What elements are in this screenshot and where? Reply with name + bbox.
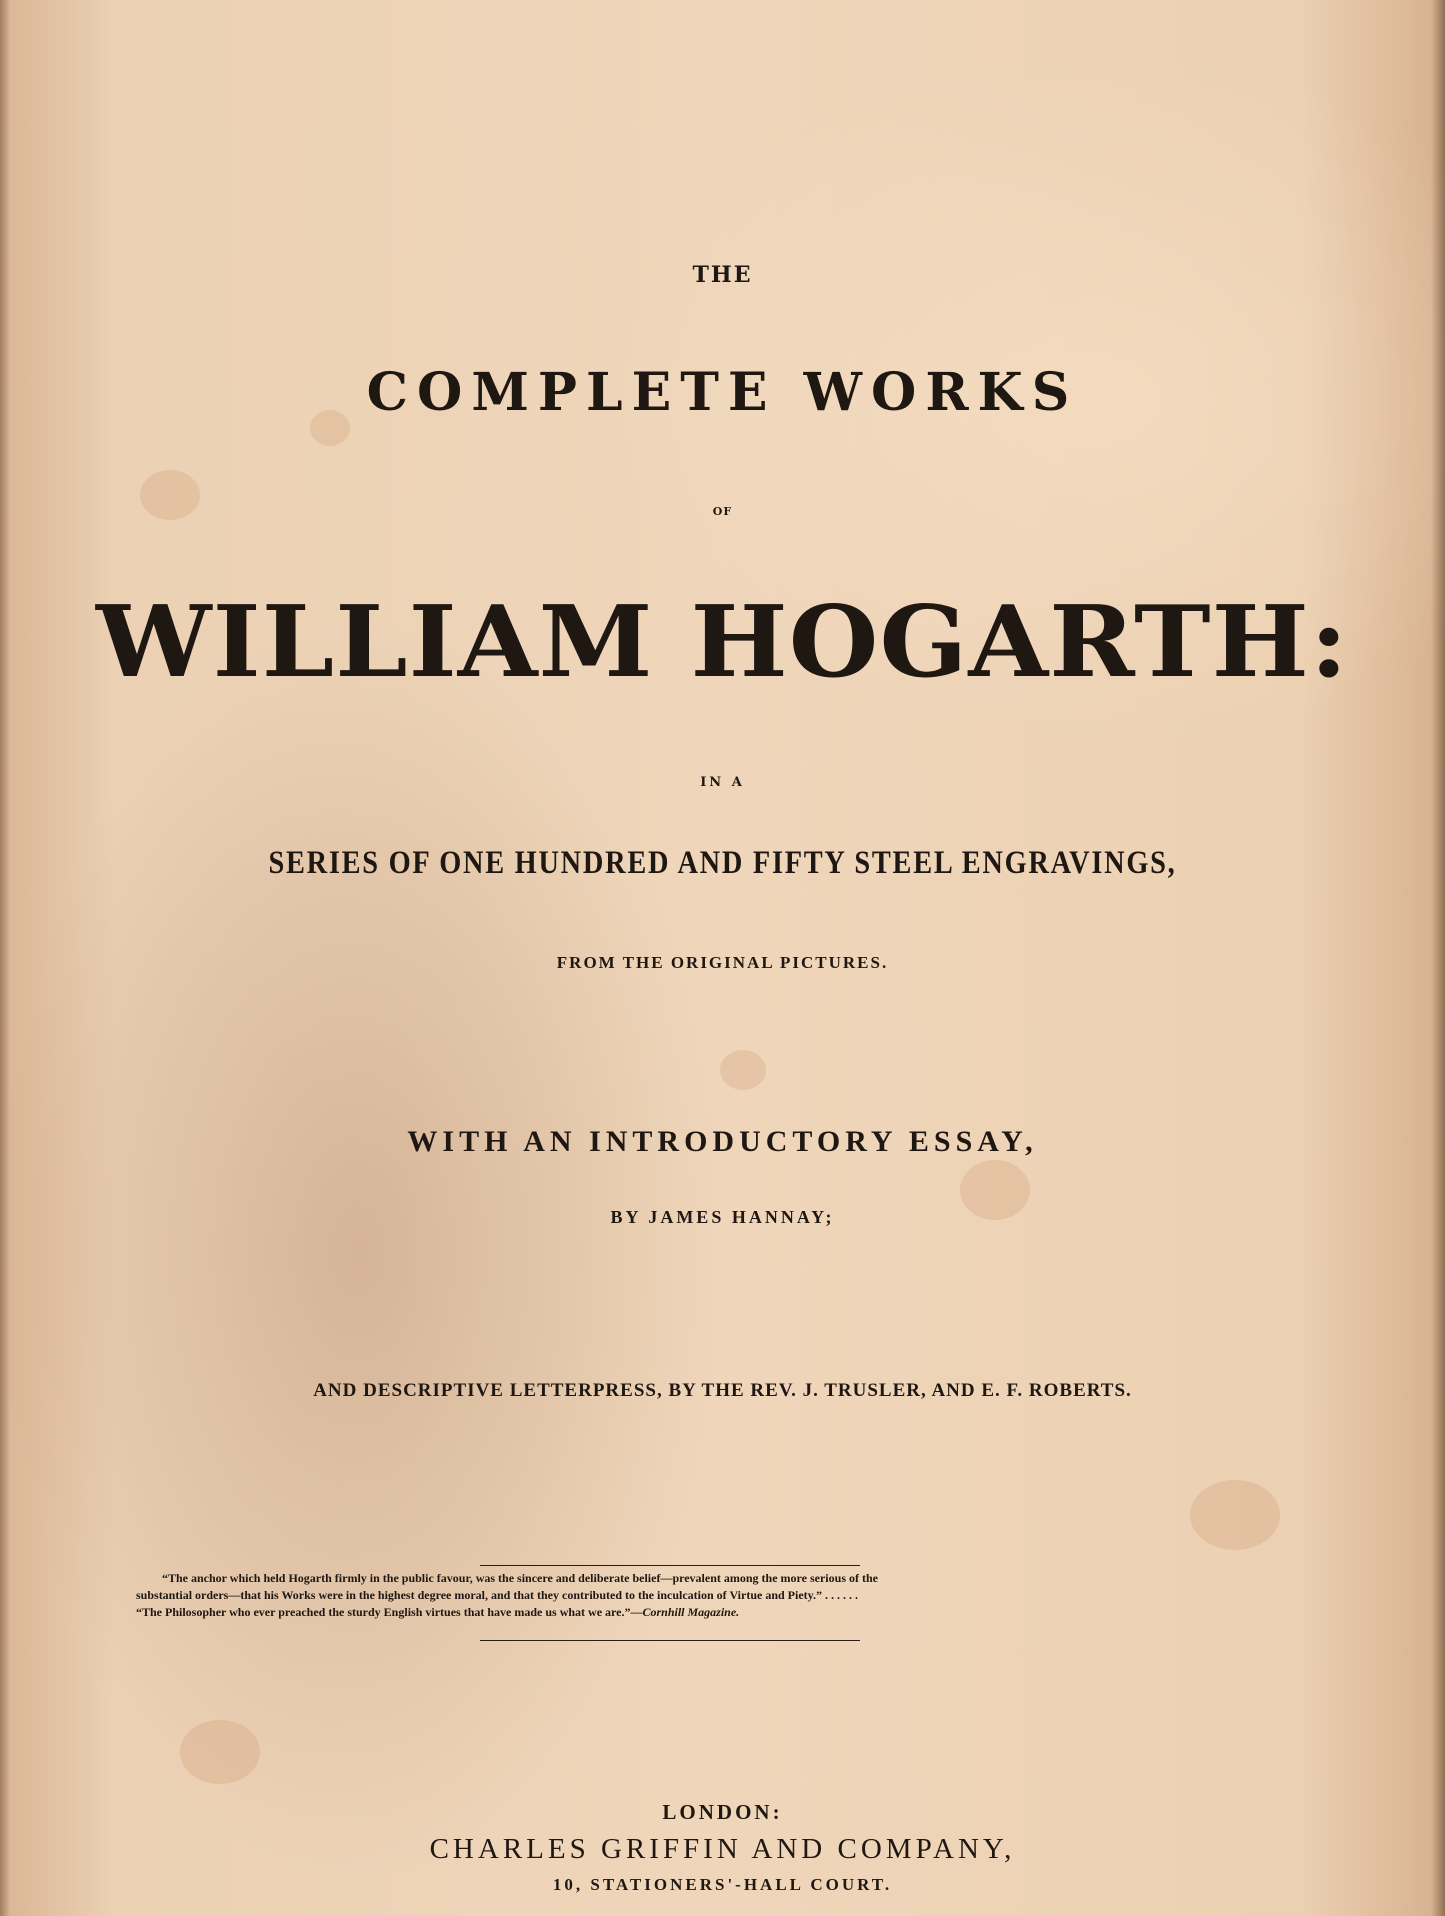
- epigraph-line-1: “The anchor which held Hogarth firmly in the public favour, was the sincere and deliberate belief—prevalent among the more serious of the: [162, 1571, 878, 1585]
- title-letterpress: AND DESCRIPTIVE LETTERPRESS, BY THE REV. J. TRUSLER, AND E. F. ROBERTS.: [313, 1380, 1132, 1401]
- title-in-a: IN A: [700, 775, 745, 790]
- imprint-city: LONDON:: [662, 1800, 783, 1824]
- foxing-spot: [1190, 1480, 1280, 1550]
- title-essay-author: BY JAMES HANNAY;: [610, 1207, 835, 1227]
- title-of: OF: [712, 505, 733, 518]
- epigraph-source: Cornhill Magazine.: [642, 1605, 740, 1619]
- title-the: THE: [692, 262, 753, 288]
- epigraph: [136, 1570, 1226, 1621]
- epigraph-rule-top: [480, 1565, 860, 1566]
- foxing-spot: [180, 1720, 260, 1784]
- imprint-address: 10, STATIONERS'-HALL COURT.: [552, 1875, 893, 1894]
- title-from: FROM THE ORIGINAL PICTURES.: [556, 953, 889, 972]
- epigraph-rule-bottom: [480, 1640, 860, 1641]
- title-complete-works: COMPLETE WORKS: [366, 362, 1079, 423]
- title-author: WILLIAM HOGARTH:: [96, 585, 1349, 700]
- imprint-publisher: CHARLES GRIFFIN AND COMPANY,: [429, 1833, 1016, 1865]
- epigraph-line-3-text: “The Philosopher who ever preached the sturdy English virtues that have made us what we are.”—: [136, 1605, 643, 1619]
- foxing-spot: [720, 1050, 766, 1090]
- epigraph-line-3: [136, 1604, 1226, 1621]
- title-essay: WITH AN INTRODUCTORY ESSAY,: [407, 1125, 1038, 1158]
- title-series: SERIES OF ONE HUNDRED AND FIFTY STEEL ENGRAVINGS,: [268, 845, 1177, 881]
- epigraph-line-2: substantial orders—that his Works were in the highest degree moral, and that they contributed to the inculcation of Virtue and Piety.” . . . . . .: [136, 1588, 859, 1602]
